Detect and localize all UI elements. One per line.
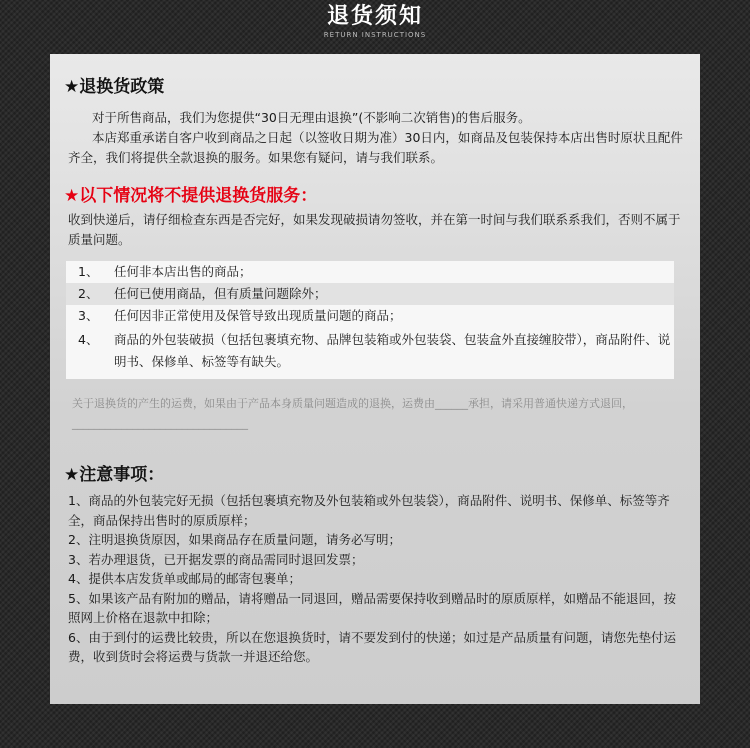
list-item-number: 4、 [78,332,99,347]
notice-item: 4、提供本店发货单或邮局的邮寄包裹单； [68,571,301,586]
list-item-number: 3、 [78,308,99,323]
notices-list [68,491,683,667]
list-item [66,283,674,305]
policy-title: ★退换货政策 [64,77,165,97]
list-item-number: 1、 [78,264,99,279]
policy-line: 对于所售商品，我们为您提供“30日无理由退换”(不影响二次销售)的售后服务。 [92,110,531,125]
exclusions-title: ★以下情况将不提供退换货服务： [64,186,318,206]
list-item [66,327,674,379]
page-header [0,0,750,42]
exclusions-list [66,261,674,379]
list-item-text: 任何非本店出售的商品； [114,264,252,279]
page-title: 退货须知 [326,4,423,29]
notices-title: ★注意事项： [64,465,165,485]
list-item-text: 任何已使用商品，但有质量问题除外； [114,286,327,301]
notice-item: 1、商品的外包装完好无损（包括包裹填充物及外包装箱或外包装袋），商品附件、说明书、保修单、标签等齐全，商品保持出售时的原质原样； [68,493,670,528]
notice-item: 6、由于到付的运费比较贵，所以在您退换货时，请不要发到付的快递；如过是产品质量有问题，请您先垫付运费，收到货时会将运费与货款一并退还给您。 [68,629,676,664]
list-item-text: 商品的外包装破损（包括包裹填充物、品牌包装箱或外包装袋、包装盒外直接缠胶带），商品附件、说明书、保修单、标签等有缺失。 [114,332,671,369]
list-item [66,305,674,327]
shipping-fee-note: 关于退换货的产生的运费，如果由于产品本身质量问题造成的退换，运费由______承担，请采用普通快递方式退回，________________________________ [72,397,633,430]
list-item [66,261,674,283]
notice-item: 5、如果该产品有附加的赠品，请将赠品一同退回，赠品需要保持收到赠品时的原质原样，如赠品不能退回，按照网上价格在退款中扣除； [68,590,676,625]
notice-item: 3、若办理退货，已开据发票的商品需同时退回发票； [68,551,364,567]
list-item-number: 2、 [78,286,99,301]
content-panel [50,54,700,704]
policy-line: 本店郑重承诺自客户收到商品之日起（以签收日期为准）30日内，如商品及包装保持本店出售时原状且配件齐全，我们将提供全款退换的服务。如果您有疑问，请与我们联系。 [68,130,683,165]
policy-text [68,108,683,168]
exclusions-intro: 收到快递后，请仔细检查东西是否完好，如果发现破损请勿签收，并在第一时间与我们联系系我们，否则不属于质量问题。 [68,212,681,247]
page-subtitle: RETURN INSTRUCTIONS [323,31,427,39]
notice-item: 2、注明退换货原因，如果商品存在质量问题，请务必写明； [68,532,401,547]
list-item-text: 任何因非正常使用及保管导致出现质量问题的商品； [114,308,402,323]
